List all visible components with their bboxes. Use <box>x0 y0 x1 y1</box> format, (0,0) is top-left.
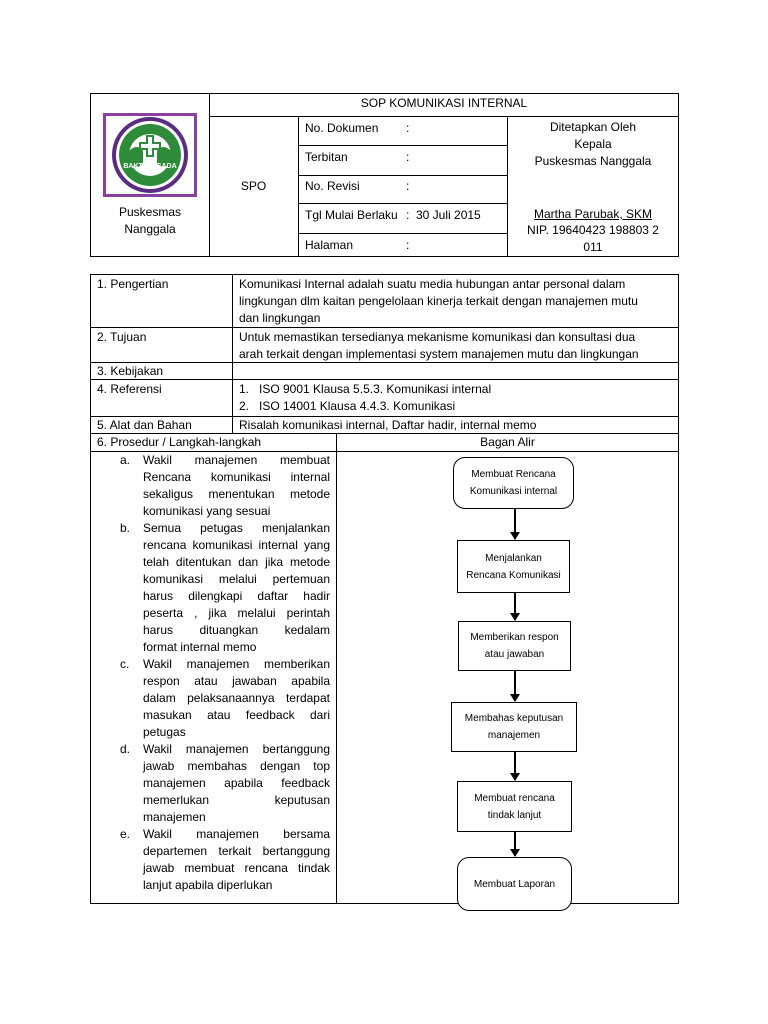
flow-arrow <box>514 509 516 539</box>
step-line: departemen terkait bertanggung <box>143 844 330 858</box>
label-prosedur: 6. Prosedur / Langkah-langkah <box>97 435 262 449</box>
step-line: rencana komunikasi internal yang <box>143 538 330 552</box>
step-line: Wakil manajemen memberikan <box>143 657 330 671</box>
field-label-halaman: Halaman <box>305 238 354 252</box>
label-tujuan: 2. Tujuan <box>97 330 147 344</box>
field-sep: : <box>406 150 410 164</box>
tujuan-line: arah terkait dengan implementasi system manajemen mutu dan lingkungan <box>239 347 639 361</box>
procedure-step <box>118 826 330 894</box>
step-line: memerlukan keputusan <box>143 793 330 807</box>
flow-step-4: Membahas keputusan manajemen <box>451 702 577 752</box>
step-line: lanjut apabila diperlukan <box>143 878 273 892</box>
procedure-step <box>118 520 330 656</box>
signer-nip-line2: 011 <box>583 240 603 254</box>
step-line: dalam pelaksanaannya terdapat <box>143 691 330 705</box>
logo <box>103 113 197 197</box>
flow-arrow <box>514 832 516 856</box>
label-column-divider <box>232 274 233 433</box>
label-pengertian: 1. Pengertian <box>97 277 169 291</box>
org-name-line1: Puskesmas <box>118 205 182 219</box>
referensi-num: 1. <box>239 382 250 396</box>
signer-name: Martha Parubak, SKM <box>533 207 653 221</box>
pengertian-line: lingkungan dlm kaitan pengelolaan kinerja terkait dengan manajemen mutu <box>239 294 638 308</box>
procedure-steps <box>118 452 330 894</box>
flow-step-3: Memberikan respon atau jawaban <box>458 621 571 671</box>
signer-nip-line1: NIP. 19640423 198803 2 <box>527 223 659 237</box>
step-line: manajemen <box>143 810 206 824</box>
referensi-item: ISO 9001 Klausa 5.5.3. Komunikasi internal <box>259 382 492 396</box>
field-label-no-dokumen: No. Dokumen <box>305 121 379 135</box>
step-letter: d. <box>120 742 131 756</box>
field-value-tgl-mulai: 30 Juli 2015 <box>416 208 481 222</box>
step-line: harus dilengkapi daftar hadir <box>143 589 330 603</box>
row-border <box>90 327 679 328</box>
field-label-terbitan: Terbitan <box>305 150 348 164</box>
referensi-num: 2. <box>239 399 250 413</box>
flow-arrow <box>514 593 516 620</box>
field-sep: : <box>406 121 410 135</box>
field-sep: : <box>406 238 410 252</box>
title-row-border <box>209 116 679 117</box>
logo-caption: BAKTI HUSADA <box>123 163 177 170</box>
spo-label: SPO <box>240 179 267 193</box>
label-alat-bahan: 5. Alat dan Bahan <box>97 418 192 432</box>
flow-step-2: Menjalankan Rencana Komunikasi <box>457 540 570 593</box>
step-line: peserta , jika melalui perintah <box>143 606 330 620</box>
pengertian-line: dan lingkungan <box>239 311 321 325</box>
bakti-husada-logo-icon <box>103 113 197 197</box>
label-bagan-alir: Bagan Alir <box>480 435 535 449</box>
flow-arrow <box>514 752 516 780</box>
step-line: Wakil manajemen bertanggung <box>143 742 330 756</box>
step-line: telah ditentukan dan jika metode <box>143 555 330 569</box>
field-row-border <box>298 203 507 204</box>
step-line: jawab membahas dengan top <box>143 759 330 773</box>
step-line: komunikasi melalui pertemuan <box>143 572 330 586</box>
flow-arrow <box>514 671 516 701</box>
flow-step-1: Membuat Rencana Komunikasi internal <box>453 457 574 509</box>
procedure-step <box>118 656 330 741</box>
approval-line3: Puskesmas Nanggala <box>534 154 652 168</box>
step-line: sekaligus menentukan metode <box>143 487 330 501</box>
approval-line1: Ditetapkan Oleh <box>549 120 637 134</box>
field-label-no-revisi: No. Revisi <box>305 179 360 193</box>
flow-step-6: Membuat Laporan <box>457 857 572 911</box>
field-row-border <box>298 175 507 176</box>
procedure-step <box>118 452 330 520</box>
step-line: respon atau jawaban apabila <box>143 674 330 688</box>
sop-title: SOP KOMUNIKASI INTERNAL <box>360 96 528 110</box>
referensi-item: ISO 14001 Klausa 4.4.3. Komunikasi <box>259 399 456 413</box>
pengertian-line: Komunikasi Internal adalah suatu media hubungan antar personal dalam <box>239 277 626 291</box>
step-line: masukan atau feedback dari <box>143 708 330 722</box>
approval-line2: Kepala <box>574 137 612 151</box>
step-line: Rencana komunikasi internal <box>143 470 330 484</box>
step-line: manajemen apabila feedback <box>143 776 330 790</box>
step-line: format internal memo <box>143 640 257 654</box>
step-letter: a. <box>120 453 131 467</box>
step-letter: c. <box>120 657 130 671</box>
step-line: petugas <box>143 725 186 739</box>
alat-bahan-value: Risalah komunikasi internal, Daftar hadir, internal memo <box>239 418 537 432</box>
step-line: Semua petugas menjalankan <box>143 521 330 535</box>
step-line: komunikasi yang sesuai <box>143 504 271 518</box>
step-line: harus dituangkan kedalam <box>143 623 330 637</box>
field-sep: : <box>406 179 410 193</box>
tujuan-line: Untuk memastikan tersedianya mekanisme komunikasi dan konsultasi dua <box>239 330 636 344</box>
procedure-column-divider <box>336 433 337 904</box>
step-line: Wakil manajemen bersama <box>143 827 330 841</box>
label-kebijakan: 3. Kebijakan <box>97 364 164 378</box>
step-letter: b. <box>120 521 131 535</box>
org-name-line2: Nanggala <box>124 222 176 236</box>
field-label-tgl-mulai: Tgl Mulai Berlaku <box>305 208 398 222</box>
step-line: Wakil manajemen membuat <box>143 453 330 467</box>
field-row-border <box>298 145 507 146</box>
spo-divider <box>298 116 299 257</box>
flow-step-5: Membuat rencana tindak lanjut <box>457 781 572 832</box>
label-referensi: 4. Referensi <box>97 382 162 396</box>
step-line: jawab membuat rencana tindak <box>143 861 330 875</box>
row-border <box>90 379 679 380</box>
field-row-border <box>298 233 507 234</box>
field-sep: : <box>406 208 410 222</box>
procedure-step <box>118 741 330 826</box>
step-letter: e. <box>120 827 131 841</box>
